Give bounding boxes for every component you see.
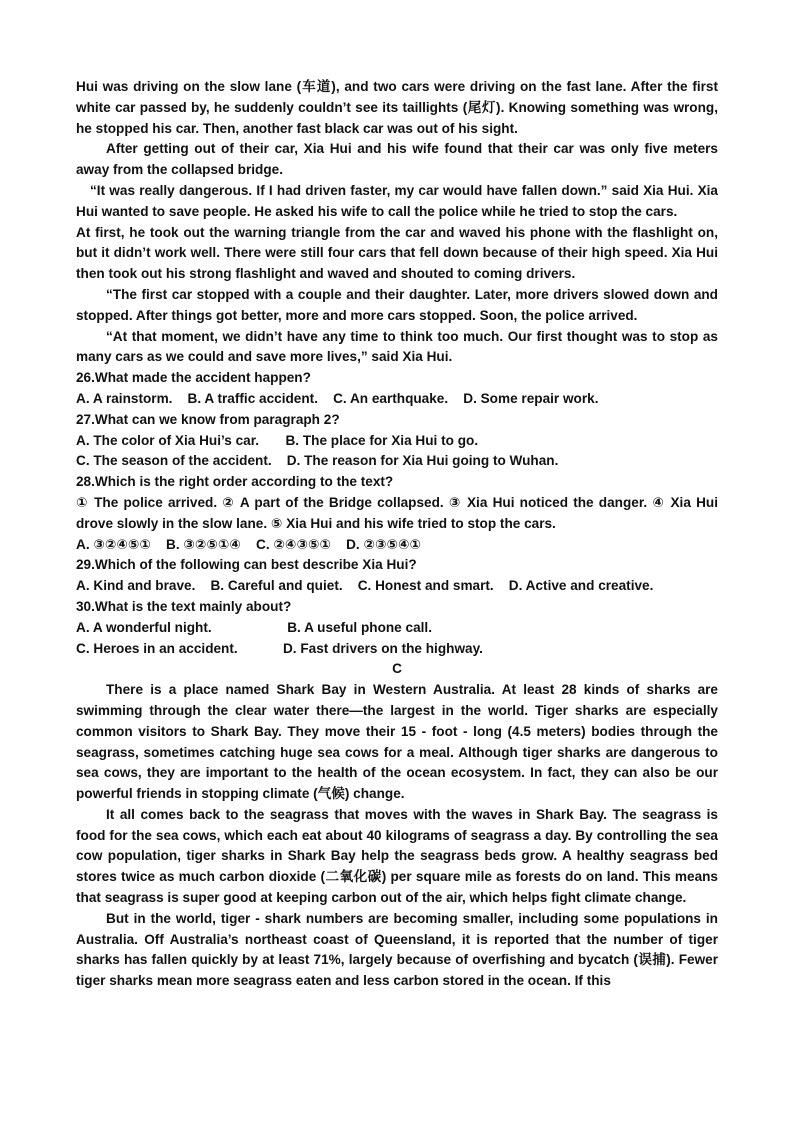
question-28-options: A. ③②④⑤① B. ③②⑤①④ C. ②④③⑤① D. ②③⑤④①: [76, 536, 421, 552]
passage-b-paragraph-2: After getting out of their car, Xia Hui and his wife found that their car was only five meters away from the collapsed bridge.: [76, 141, 718, 178]
question-27-options-line-2: C. The season of the accident. D. The reason for Xia Hui going to Wuhan.: [76, 453, 559, 469]
section-c-paragraph-3: But in the world, tiger - shark numbers are becoming smaller, including some populations in Australia. Off Australia’s northeast coast of Queensland, it is reported that the number of tiger sharks has fallen quickly by at least 71%, largely because of overfishing and bycatch (误捕). Fewer tiger sharks mean more seagrass eaten and less carbon stored in the ocean. If this: [76, 910, 718, 989]
question-28-events: ① The police arrived. ② A part of the Bridge collapsed. ③ Xia Hui noticed the danger. ④ Xia Hui drove slowly in the slow lane. ⑤ Xia Hui and his wife tried to stop the cars.: [76, 494, 718, 531]
passage-b-paragraph-3: “It was really dangerous. If I had driven faster, my car would have fallen down.” said Xia Hui. Xia Hui wanted to save people. He asked his wife to call the police while he tried to stop the cars.: [76, 182, 718, 219]
section-c-heading: C: [392, 661, 402, 677]
question-26-stem: 26.What made the accident happen?: [76, 370, 311, 386]
passage-b-paragraph-1: Hui was driving on the slow lane (车道), and two cars were driving on the fast lane. After the first white car passed by, he suddenly couldn’t see its taillights (尾灯). Knowing something was wrong, he stopped his car. Then, another fast black car was out of his sight.: [76, 79, 718, 136]
passage-b-paragraph-5: “The first car stopped with a couple and their daughter. Later, more drivers slowed down and stopped. After things got better, more and more cars stopped. Soon, the police arrived.: [76, 286, 718, 323]
question-30-stem: 30.What is the text mainly about?: [76, 598, 292, 614]
question-27-stem: 27.What can we know from paragraph 2?: [76, 411, 340, 427]
document-page: [76, 77, 718, 992]
passage-b-paragraph-6: “At that moment, we didn’t have any time to think too much. Our first thought was to stop as many cars as we could and save more lives,” said Xia Hui.: [76, 328, 718, 365]
question-30-options-line-1: A. A wonderful night. B. A useful phone call.: [76, 619, 432, 635]
question-29-stem: 29.Which of the following can best describe Xia Hui?: [76, 557, 417, 573]
section-c-paragraph-2: It all comes back to the seagrass that moves with the waves in Shark Bay. The seagrass is food for the sea cows, which each eat about 40 kilograms of seagrass a day. By controlling the sea cow population, tiger sharks in Shark Bay help the seagrass beds grow. A healthy seagrass bed stores twice as much carbon dioxide (二氧化碳) per square mile as forests do on land. This means that seagrass is super good at keeping carbon out of the air, which helps fight climate change.: [76, 806, 718, 906]
passage-b-paragraph-4: At first, he took out the warning triangle from the car and waved his phone with the flashlight on, but it didn’t work well. There were still four cars that fell down because of their high speed. Xia Hui then took out his strong flashlight and waved and shouted to coming drivers.: [76, 224, 718, 282]
question-29-options: A. Kind and brave. B. Careful and quiet. C. Honest and smart. D. Active and creative.: [76, 578, 654, 594]
question-26-options: A. A rainstorm. B. A traffic accident. C. An earthquake. D. Some repair work.: [76, 390, 599, 406]
question-27-options-line-1: A. The color of Xia Hui’s car. B. The place for Xia Hui to go.: [76, 432, 479, 448]
section-c-paragraph-1: There is a place named Shark Bay in Western Australia. At least 28 kinds of sharks are swimming through the clear water there—the largest in the world. Tiger sharks are especially common visitors to Shark Bay. They move their 15 - foot - long (4.5 meters) bodies through the seagrass, sometimes catching huge sea cows for a meal. Although tiger sharks are dangerous to sea cows, they are important to the health of the ocean ecosystem. In fact, they can also be our powerful friends in stopping climate (气候) change.: [76, 682, 718, 802]
question-30-options-line-2: C. Heroes in an accident. D. Fast drivers on the highway.: [76, 640, 483, 656]
question-28-stem: 28.Which is the right order according to the text?: [76, 474, 394, 490]
